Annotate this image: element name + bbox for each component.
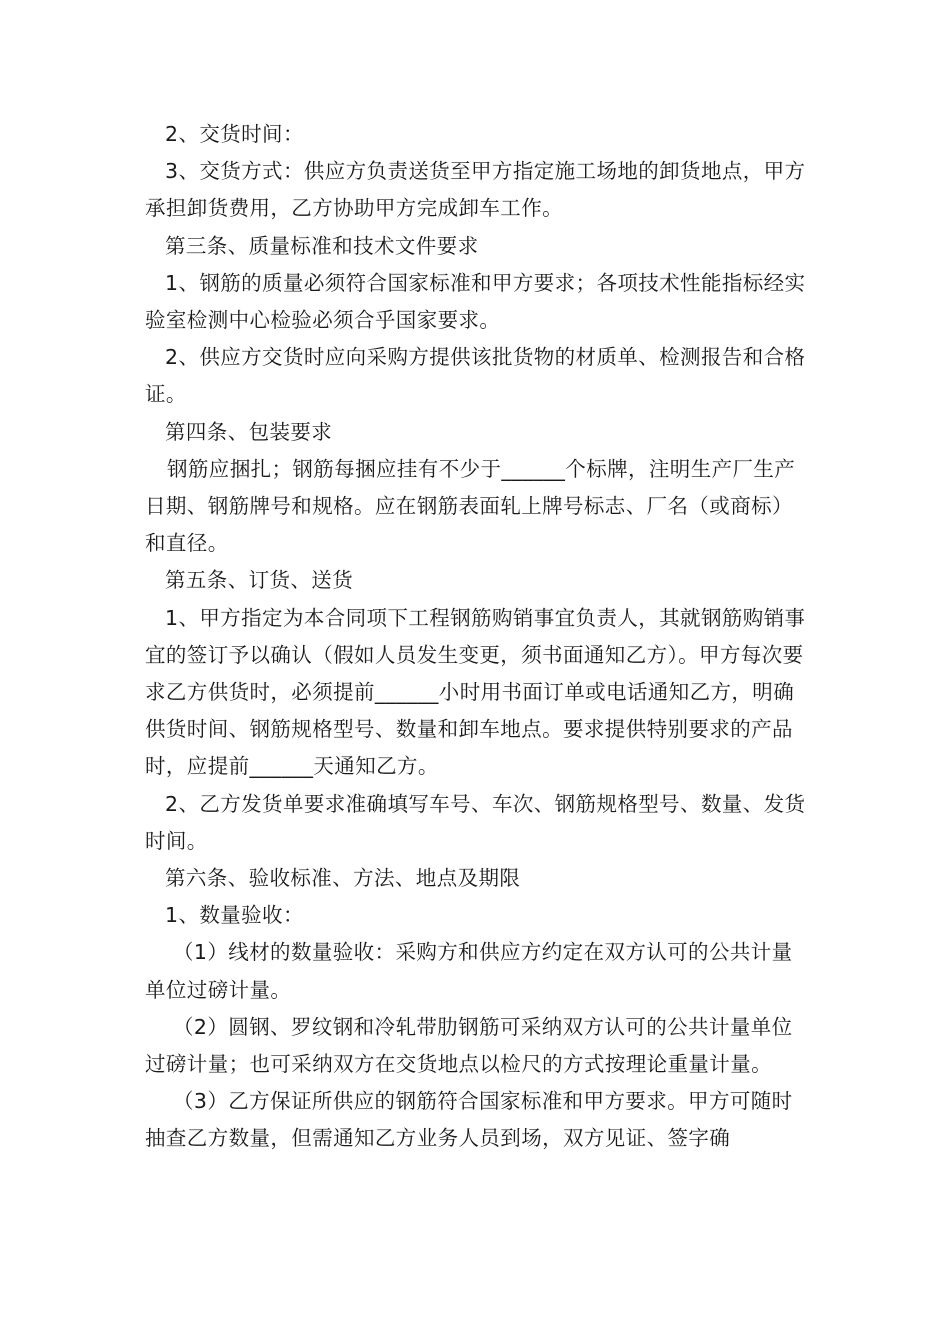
- clause-delivery-time: 2、交货时间：: [165, 122, 304, 146]
- article-6-heading: 第六条、验收标准、方法、地点及期限: [165, 866, 521, 891]
- clause-ordering-responsible: 1、甲方指定为本合同项下工程钢筋购销事宜负责人，其就钢筋购销事宜的签订予以确认（假如人员发生变更，须书面通知乙方）。甲方每次要求乙方供货时，必须提前______小时用书面订单或电话通知乙方，明确供货时间、钢筋规格型号、数量和卸车地点。要求提供特别要求的产品时，应提前______天通知乙方。: [145, 605, 806, 779]
- article-4-heading: 第四条、包装要求: [165, 419, 333, 444]
- clause-packaging: 钢筋应捆扎；钢筋每捆应挂有不少于______个标牌，注明生产厂生产日期、钢筋牌号和规格。应在钢筋表面轧上牌号标志、厂名（或商标）和直径。: [145, 456, 796, 556]
- clause-delivery-method: 3、交货方式：供应方负责送货至甲方指定施工场地的卸货地点，甲方承担卸货费用，乙方协助甲方完成卸车工作。: [145, 159, 806, 221]
- article-3-heading: 第三条、质量标准和技术文件要求: [165, 233, 479, 258]
- document-body: [145, 116, 809, 1158]
- clause-ordering-invoice: 2、乙方发货单要求准确填写车号、车次、钢筋规格型号、数量、发货时间。: [145, 791, 806, 853]
- clause-quantity-acceptance: 1、数量验收：: [165, 903, 304, 928]
- clause-quality-standard: 1、钢筋的质量必须符合国家标准和甲方要求；各项技术性能指标经实验室检测中心检验必须合乎国家要求。: [145, 270, 806, 333]
- clause-quality-documents: 2、供应方交货时应向采购方提供该批货物的材质单、检测报告和合格证。: [145, 345, 806, 407]
- clause-round-steel-acceptance: （2）圆钢、罗纹钢和冷轧带肋钢筋可采纳双方认可的公共计量单位过磅计量；也可采纳双方在交货地点以检尺的方式按理论重量计量。: [145, 1014, 793, 1077]
- clause-quality-spot-check: （3）乙方保证所供应的钢筋符合国家标准和甲方要求。甲方可随时抽查乙方数量，但需通知乙方业务人员到场，双方见证、签字确: [145, 1089, 793, 1151]
- clause-wire-rod-acceptance: （1）线材的数量验收：采购方和供应方约定在双方认可的公共计量单位过磅计量。: [145, 940, 793, 1002]
- article-5-heading: 第五条、订货、送货: [165, 568, 354, 593]
